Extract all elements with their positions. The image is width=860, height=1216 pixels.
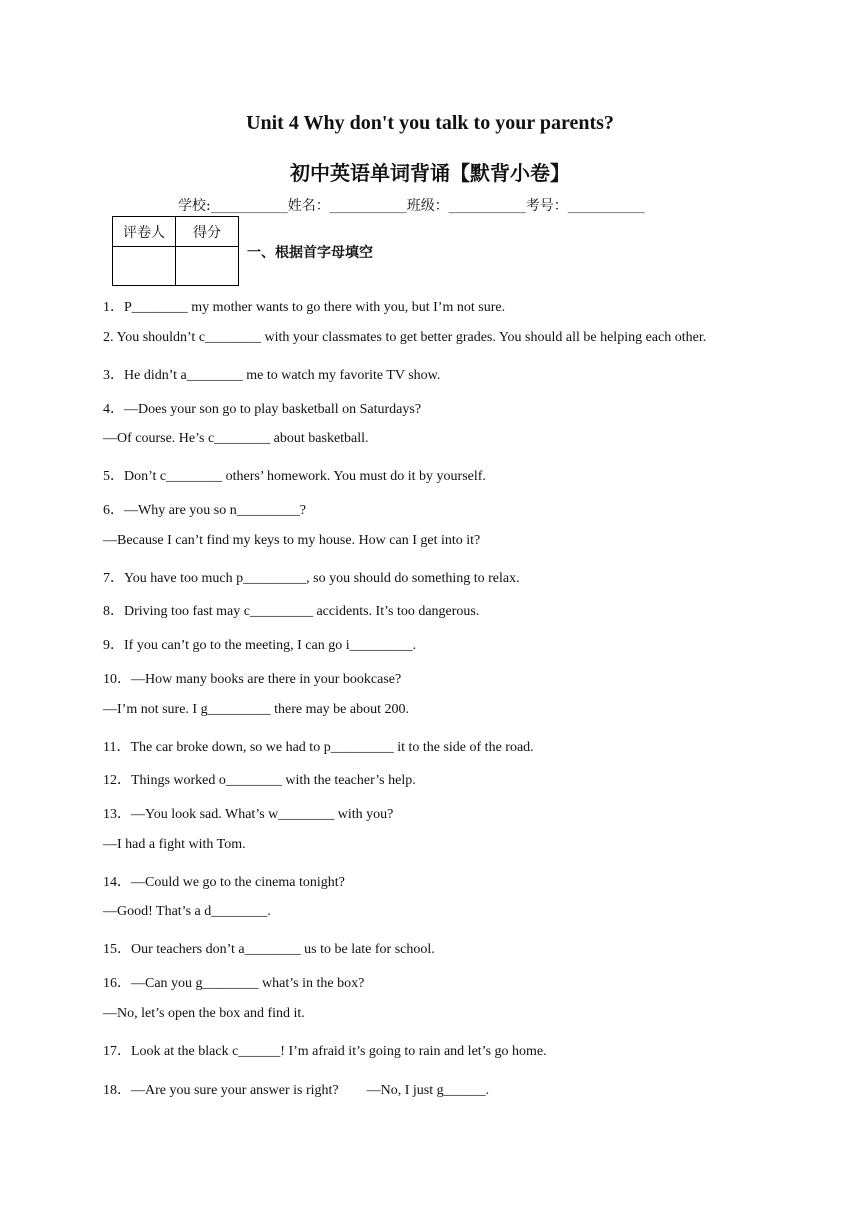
grader-header: 评卷人 [113, 217, 176, 247]
score-table [112, 216, 239, 286]
question-line: 13．—You look sad. What’s w________ with you? [103, 807, 394, 822]
question-line: 8．Driving too fast may c_________ accidents. It’s too dangerous. [103, 604, 480, 619]
question-line: 18．—Are you sure your answer is right? —No, I just g______. [103, 1083, 490, 1098]
question-line: 7．You have too much p_________, so you should do something to relax. [103, 571, 520, 586]
question-line: 12．Things worked o________ with the teacher’s help. [103, 773, 416, 788]
answer-line: —Of course. He’s c________ about basketball. [103, 431, 369, 446]
grader-cell [113, 247, 176, 286]
answer-line: —I had a fight with Tom. [103, 837, 246, 852]
question-line: 16．—Can you g________ what’s in the box? [103, 976, 365, 991]
page-title: Unit 4 Why don't you talk to your parents? [246, 112, 614, 134]
question-line: 15．Our teachers don’t a________ us to be late for school. [103, 942, 435, 957]
question-line: 5．Don’t c________ others’ homework. You must do it by yourself. [103, 469, 486, 484]
score-header: 得分 [176, 217, 239, 247]
answer-line: —Because I can’t find my keys to my house. How can I get into it? [103, 533, 481, 548]
question-line: 1．P________ my mother wants to go there with you, but I’m not sure. [103, 300, 506, 315]
page-subtitle: 初中英语单词背诵【默背小卷】 [290, 161, 570, 185]
question-line: 6．—Why are you so n_________? [103, 503, 306, 518]
question-line: 11．The car broke down, so we had to p_________ it to the side of the road. [103, 740, 534, 755]
answer-line: —No, let’s open the box and find it. [103, 1006, 305, 1021]
student-info-line: 学校:___________姓名：___________班级：___________考号：___________ [178, 198, 645, 214]
section-title: 一、根据首字母填空 [247, 245, 373, 261]
question-line: 4．—Does your son go to play basketball on Saturdays? [103, 402, 422, 417]
question-line: 2. You shouldn’t c________ with your classmates to get better grades. You should all be helping each other. [103, 330, 707, 345]
question-line: 9．If you can’t go to the meeting, I can go i_________. [103, 638, 417, 653]
score-cell [176, 247, 239, 286]
answer-line: —I’m not sure. I g_________ there may be about 200. [103, 702, 409, 717]
question-line: 14．—Could we go to the cinema tonight? [103, 875, 345, 890]
question-line: 17．Look at the black c______! I’m afraid it’s going to rain and let’s go home. [103, 1044, 547, 1059]
question-line: 10．—How many books are there in your bookcase? [103, 672, 402, 687]
question-line: 3．He didn’t a________ me to watch my favorite TV show. [103, 368, 441, 383]
answer-line: —Good! That’s a d________. [103, 904, 271, 919]
